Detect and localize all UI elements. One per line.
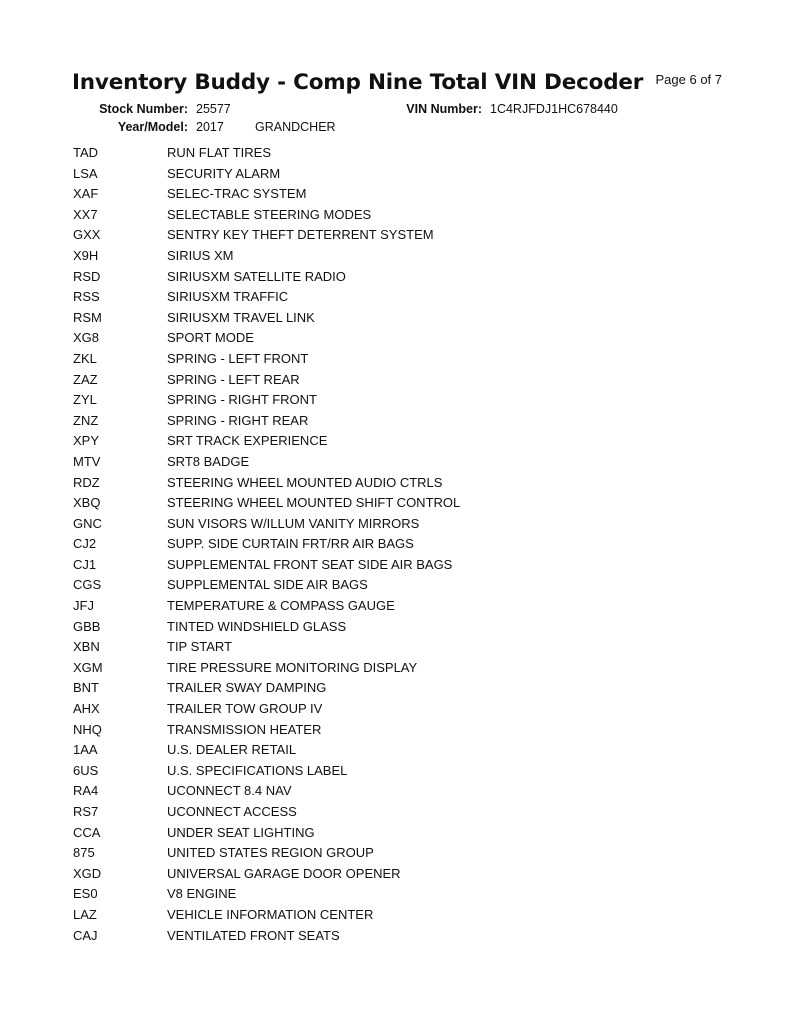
list-item (73, 452, 460, 473)
option-description: SRT8 BADGE (167, 453, 250, 469)
option-code: BNT (73, 680, 99, 696)
option-code: ZKL (73, 350, 97, 366)
option-code: LAZ (73, 906, 97, 922)
list-item (73, 205, 460, 226)
year-value: 2017 (196, 120, 224, 134)
list-item (73, 575, 460, 596)
list-item (73, 555, 460, 576)
option-description: TEMPERATURE & COMPASS GAUGE (167, 598, 395, 614)
list-item (73, 884, 460, 905)
list-item (73, 246, 460, 267)
option-description: TIRE PRESSURE MONITORING DISPLAY (167, 659, 418, 675)
option-code: XGM (73, 659, 103, 675)
model-value: GRANDCHER (255, 120, 336, 134)
option-description: UCONNECT 8.4 NAV (167, 783, 292, 799)
option-code: CGS (73, 577, 102, 593)
option-description: SPRING - LEFT REAR (167, 371, 300, 387)
option-code-list (73, 143, 460, 946)
option-description: SPRING - LEFT FRONT (167, 350, 309, 366)
option-code: RDZ (73, 474, 100, 490)
stock-number-label: Stock Number: (99, 102, 188, 116)
option-code: JFJ (73, 598, 94, 614)
option-code: MTV (73, 453, 101, 469)
option-code: XG8 (73, 330, 100, 346)
option-code: XBN (73, 639, 100, 655)
option-code: XX7 (73, 206, 98, 222)
option-code: CJ1 (73, 556, 97, 572)
list-item (73, 761, 460, 782)
option-description: SUN VISORS W/ILLUM VANITY MIRRORS (167, 515, 420, 531)
option-code: XBQ (73, 495, 101, 511)
option-code: ZYL (73, 392, 97, 408)
option-code: NHQ (73, 721, 102, 737)
option-code: RS7 (73, 804, 99, 819)
option-description: RUN FLAT TIRES (167, 145, 272, 160)
option-description: U.S. DEALER RETAIL (167, 742, 297, 758)
option-code: GNC (73, 515, 102, 531)
option-description: UNITED STATES REGION GROUP (167, 845, 374, 861)
option-description: U.S. SPECIFICATIONS LABEL (167, 762, 348, 778)
option-code: GBB (73, 618, 101, 634)
option-description: SUPPLEMENTAL SIDE AIR BAGS (167, 577, 368, 593)
option-code: ES0 (73, 886, 98, 902)
option-description: VENTILATED FRONT SEATS (167, 927, 340, 943)
option-code: 6US (73, 762, 99, 778)
list-item (73, 637, 460, 658)
list-item (73, 390, 460, 411)
list-item (73, 287, 460, 308)
option-description: TRANSMISSION HEATER (167, 721, 322, 737)
list-item (73, 740, 460, 761)
list-item (73, 864, 460, 885)
option-description: V8 ENGINE (167, 886, 237, 902)
option-description: SIRIUSXM TRAFFIC (167, 289, 289, 305)
list-item (73, 534, 460, 555)
option-description: STEERING WHEEL MOUNTED AUDIO CTRLS (167, 474, 443, 490)
option-code: XGD (73, 865, 102, 881)
option-code: LSA (73, 165, 98, 181)
option-description: SELECTABLE STEERING MODES (167, 206, 372, 222)
list-item (73, 328, 460, 349)
option-code: CJ2 (73, 536, 97, 552)
option-description: SUPPLEMENTAL FRONT SEAT SIDE AIR BAGS (167, 556, 453, 572)
option-code: XPY (73, 433, 100, 449)
option-description: SIRIUS XM (167, 247, 234, 263)
list-item (73, 926, 460, 947)
option-description: SRT TRACK EXPERIENCE (167, 433, 328, 449)
list-item (73, 514, 460, 535)
list-item (73, 802, 460, 823)
option-description: SECURITY ALARM (167, 165, 281, 181)
option-code: 875 (73, 845, 95, 861)
option-code: 1AA (73, 742, 98, 758)
option-description: VEHICLE INFORMATION CENTER (167, 906, 374, 922)
option-code: RSD (73, 268, 101, 284)
option-code: XAF (73, 186, 99, 202)
list-item (73, 781, 460, 802)
option-code: TAD (73, 145, 99, 160)
vin-value: 1C4RJFDJ1HC678440 (490, 102, 618, 116)
list-item (73, 493, 460, 514)
option-code: X9H (73, 247, 99, 263)
option-description: SPRING - RIGHT FRONT (167, 392, 317, 408)
list-item (73, 823, 460, 844)
option-description: TRAILER SWAY DAMPING (167, 680, 327, 696)
option-description: STEERING WHEEL MOUNTED SHIFT CONTROL (167, 495, 461, 511)
option-description: SIRIUSXM SATELLITE RADIO (167, 268, 346, 284)
option-description: SELEC-TRAC SYSTEM (167, 186, 307, 202)
list-item (73, 843, 460, 864)
list-item (73, 699, 460, 720)
list-item (73, 678, 460, 699)
list-item (73, 431, 460, 452)
list-item (73, 658, 460, 679)
option-code: RSS (73, 289, 100, 305)
list-item (73, 164, 460, 185)
list-item (73, 184, 460, 205)
list-item (73, 473, 460, 494)
option-description: SIRIUSXM TRAVEL LINK (167, 309, 315, 325)
year-model-label: Year/Model: (117, 120, 188, 134)
option-code: GXX (73, 227, 101, 243)
option-description: SPORT MODE (167, 330, 254, 346)
option-description: TIP START (167, 639, 233, 655)
option-code: RSM (73, 309, 102, 325)
list-item (73, 905, 460, 926)
option-code: AHX (73, 701, 100, 717)
option-description: SPRING - RIGHT REAR (167, 412, 309, 428)
list-item (73, 370, 460, 391)
list-item (73, 349, 460, 370)
list-item (73, 596, 460, 617)
option-code: ZNZ (73, 412, 99, 428)
page-title: Inventory Buddy - Comp Nine Total VIN Decoder (72, 70, 644, 95)
list-item (73, 617, 460, 638)
list-item (73, 267, 460, 288)
option-description: TRAILER TOW GROUP IV (167, 701, 323, 717)
list-item (73, 720, 460, 741)
option-code: CAJ (73, 927, 98, 943)
vin-label: VIN Number: (406, 102, 482, 116)
option-code: RA4 (73, 783, 99, 799)
list-item (73, 411, 460, 432)
option-code: CCA (73, 824, 101, 840)
option-description: SUPP. SIDE CURTAIN FRT/RR AIR BAGS (167, 536, 414, 552)
option-description: TINTED WINDSHIELD GLASS (167, 618, 347, 634)
option-description: SENTRY KEY THEFT DETERRENT SYSTEM (167, 227, 434, 243)
list-item (73, 143, 460, 164)
option-description: UNIVERSAL GARAGE DOOR OPENER (167, 865, 401, 881)
stock-number-value: 25577 (196, 102, 231, 116)
option-description: UNDER SEAT LIGHTING (167, 824, 315, 840)
option-code: ZAZ (73, 371, 98, 387)
page-number: Page 6 of 7 (655, 72, 722, 87)
list-item (73, 308, 460, 329)
option-description: UCONNECT ACCESS (167, 804, 297, 819)
list-item (73, 225, 460, 246)
